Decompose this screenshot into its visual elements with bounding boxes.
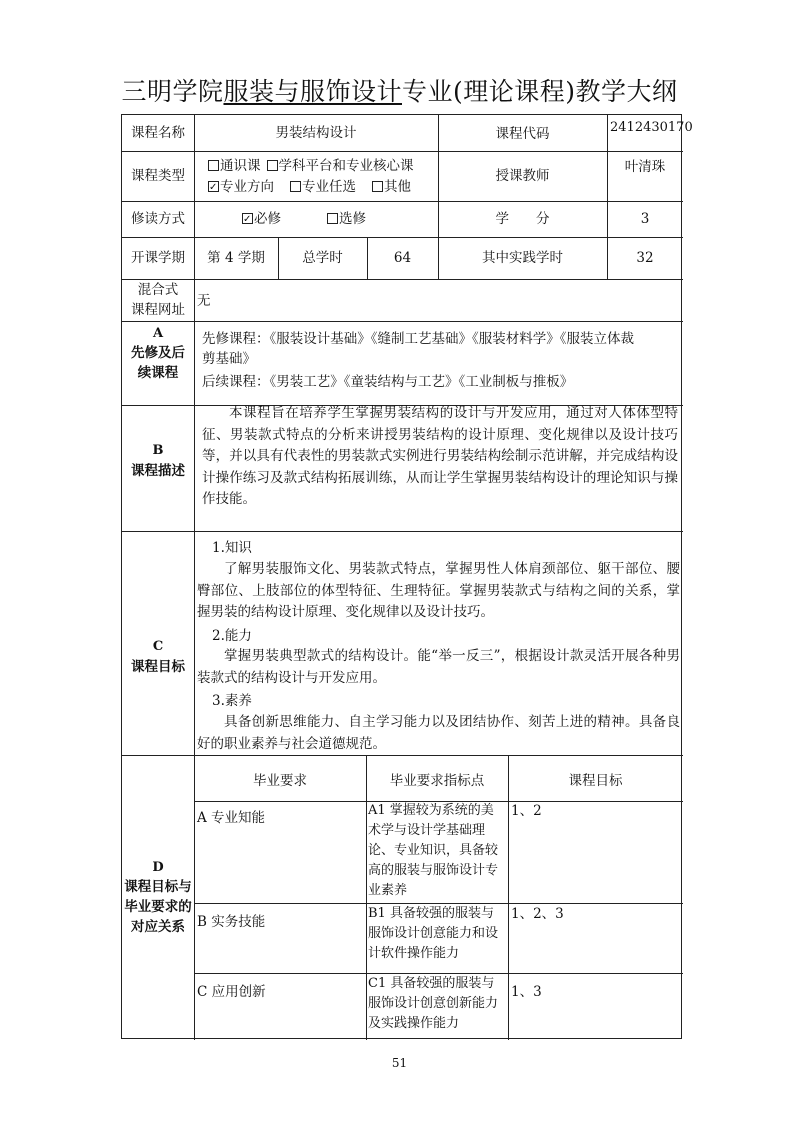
prerequisite-line-2: 剪基础》 [202,351,256,367]
course-name-label: 课程名称 [131,125,185,141]
semester-value: 第 4 学期 [207,250,265,266]
mode-checkbox-optional[interactable] [327,213,338,224]
mapping-header-indicator: 毕业要求指标点 [389,773,485,789]
goal-ability-heading: 2.能力 [212,628,252,644]
mapping-header-requirement: 毕业要求 [253,773,307,789]
title-major: 服装与服饰设计 [223,77,402,106]
section-d-letter: D [152,860,164,875]
section-d-label-3: 对应关系 [131,919,185,935]
course-description: 本课程旨在培养学生掌握男装结构的设计与开发应用，通过对人体体型特征、男装款式特点的分析来讲授男装结构的设计原理、变化规律以及设计技巧等，并以具有代表性的男装款式实例进行男装结构绘制示范讲解，并完成结构设计操作练习及款式结构拓展训练，从而让学生掌握男装结构设计的理论知识与操作技能。 [202,405,678,507]
section-a-label-2: 续课程 [137,365,179,381]
study-mode-options: ✓ 必修 选修 [242,209,366,230]
section-d-label-2: 毕业要求的 [124,899,192,915]
section-b-letter: B [152,443,164,458]
table-row-b-goal: 1、2、3 [511,906,564,922]
goal-quality-text: 具备创新思维能力、自主学习能力以及团结协作、刻苦上进的精神。具备良好的职业素养与社会道德规范。 [197,714,680,752]
course-name-value: 男装结构设计 [275,125,357,141]
section-d-label-1: 课程目标与 [124,879,192,895]
study-mode-label: 修读方式 [131,211,185,227]
practice-value: 32 [636,250,654,266]
page-number: 51 [391,1056,408,1070]
table-row-a-requirement: A 专业知能 [197,810,266,826]
practice-label: 其中实践学时 [482,250,563,266]
mode-checkbox-required[interactable] [242,213,253,224]
table-row-a-indicator: A1 掌握较为系统的美术学与设计学基础理论、专业知识，具备较高的服装与服饰设计专业素养 [368,803,499,898]
course-type-line-2: ✓专业方向 专业任选 其他 [208,177,411,198]
section-a-label-1: 先修及后 [131,345,185,361]
course-code-value: 2412430170 [610,120,693,135]
type-checkbox-direction[interactable] [208,181,219,192]
page-title [0,72,799,108]
prerequisite-line-1: 先修课程：《服装设计基础》《缝制工艺基础》《服装材料学》《服装立体裁 [202,331,634,347]
table-row-b-indicator: B1 具备较强的服装与服饰设计创意能力和设计软件操作能力 [368,906,499,961]
section-c-label: 课程目标 [131,659,185,675]
teacher-value: 叶清珠 [624,159,666,175]
type-checkbox-general[interactable] [208,160,219,171]
mapping-header-goal: 课程目标 [568,773,623,789]
type-checkbox-core[interactable] [267,160,278,171]
type-checkbox-other[interactable] [372,181,383,192]
course-type-line-1: 通识课 学科平台和专业核心课 [208,156,414,177]
course-type-label: 课程类型 [131,168,185,184]
table-row-c-requirement: C 应用创新 [197,984,266,1000]
section-b-label: 课程描述 [131,463,185,479]
table-row-c-indicator: C1 具备较强的服装与服饰设计创意创新能力及实践操作能力 [368,976,499,1031]
goal-quality-heading: 3.素养 [212,693,252,709]
semester-label: 开课学期 [131,250,185,266]
title-suffix: 专业(理论课程)教学大纲 [402,77,678,106]
hours-label: 总学时 [302,250,343,266]
section-a-letter: A [152,326,164,341]
type-checkbox-elective[interactable] [290,181,301,192]
table-row-b-requirement: B 实务技能 [197,914,266,930]
goal-ability-text: 掌握男装典型款式的结构设计。能“举一反三”，根据设计款灵活开展各种男装款式的结构设计与开发应用。 [197,648,680,686]
hybrid-value: 无 [197,293,211,309]
syllabus-table [121,114,693,1039]
goal-knowledge-heading: 1.知识 [212,540,252,556]
hybrid-label-2: 课程网址 [131,302,185,318]
title-prefix: 三明学院 [121,77,224,106]
goal-knowledge-text: 了解男装服饰文化、男装款式特点，掌握男性人体肩颈部位、躯干部位、腰臀部位、上肢部位的体型特征、生理特征。掌握男装款式与结构之间的关系，掌握男装的结构设计原理、变化规律以及设计技巧。 [197,561,680,620]
table-row-a-goal: 1、2 [511,803,542,819]
course-code-label: 课程代码 [495,126,550,142]
table-row-c-goal: 1、3 [511,984,542,1000]
section-c-letter: C [152,639,164,654]
follow-up-courses: 后续课程：《男装工艺》《童装结构与工艺》《工业制板与推板》 [202,374,574,390]
hybrid-label-1: 混合式 [137,282,179,298]
credit-value: 3 [640,211,650,227]
credit-label: 学 分 [495,211,550,227]
teacher-label: 授课教师 [495,168,550,184]
hours-value: 64 [393,250,412,266]
